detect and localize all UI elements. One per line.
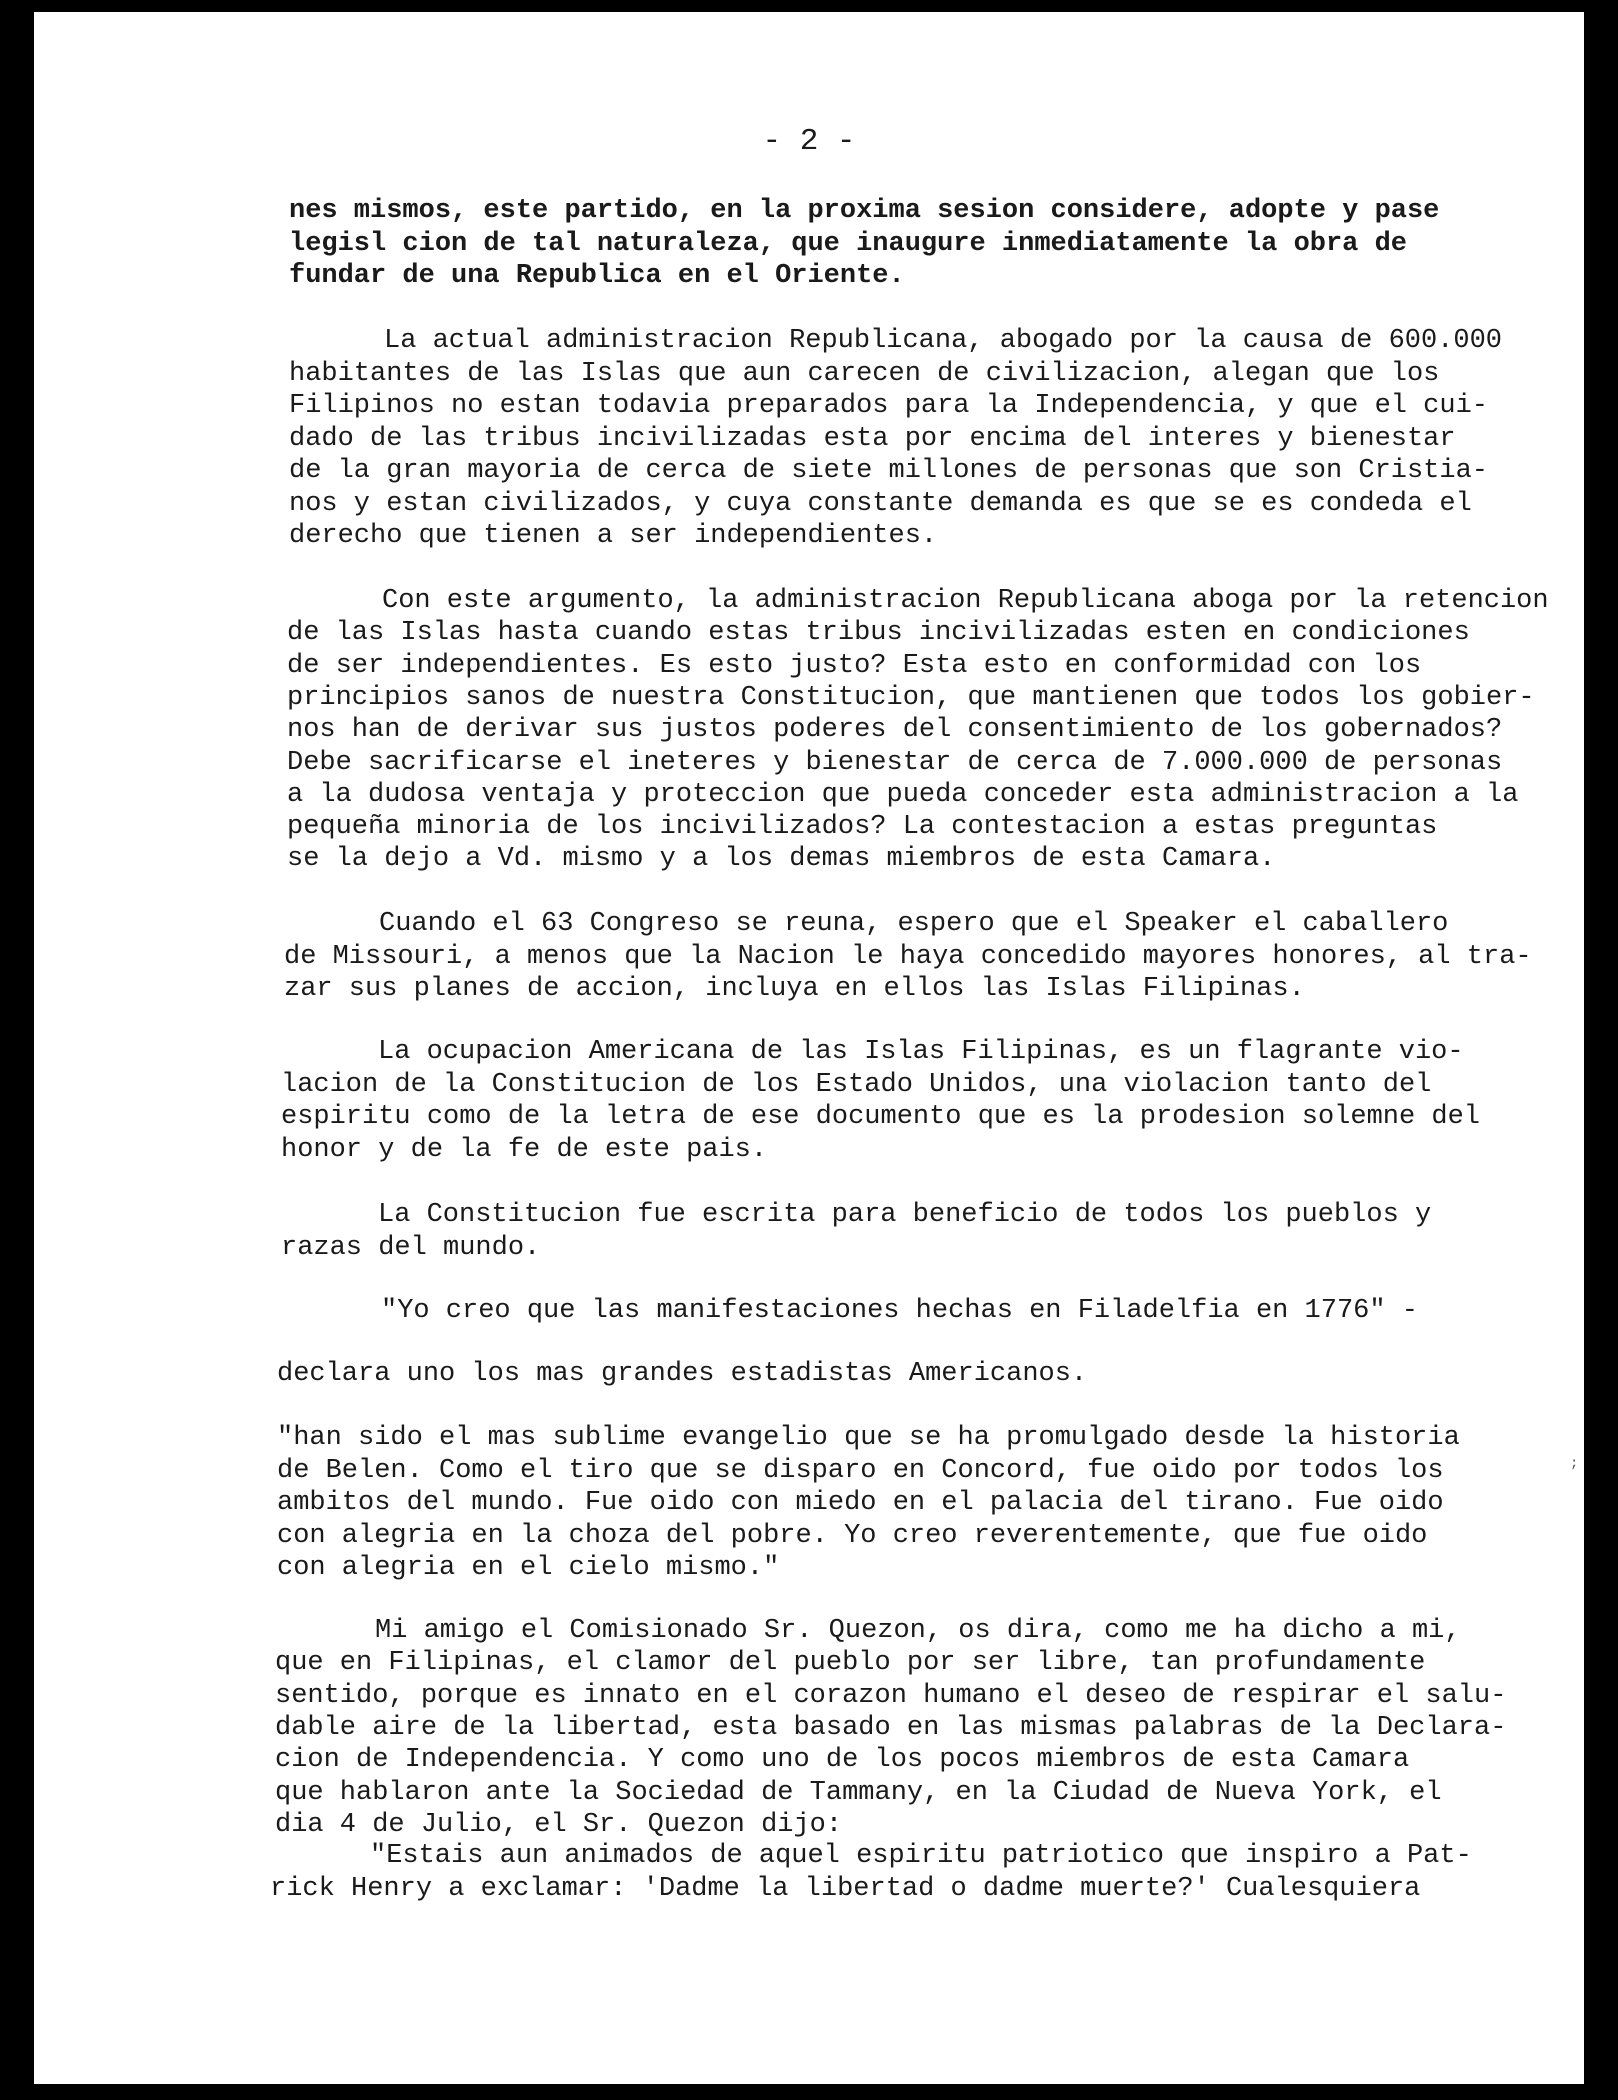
- text-line: ambitos del mundo. Fue oido con miedo en el palacia del tirano. Fue oido: [277, 1488, 1444, 1518]
- text-line: rick Henry a exclamar: 'Dadme la libertad o dadme muerte?' Cualesquiera: [270, 1873, 1421, 1904]
- text-line: de Belen. Como el tiro que se disparo en Concord, fue oido por todos los: [277, 1455, 1444, 1486]
- text-line: nes mismos, este partido, en la proxima sesion considere, adopte y pase: [289, 196, 1440, 226]
- text-line: La ocupacion Americana de las Islas Filipinas, es un flagrante vio-: [378, 1037, 1464, 1067]
- text-line: lacion de la Constitucion de los Estado Unidos, una violacion tanto del: [281, 1069, 1432, 1100]
- text-line: con alegria en el cielo mismo.": [277, 1553, 780, 1583]
- text-line: legisl cion de tal naturaleza, que inaugure inmediatamente la obra de: [289, 228, 1407, 259]
- text-line: dia 4 de Julio, el Sr. Quezon dijo:: [275, 1809, 843, 1840]
- text-line: "Yo creo que las manifestaciones hechas en Filadelfia en 1776" -: [381, 1296, 1418, 1326]
- text-line: que hablaron ante la Sociedad de Tammany, en la Ciudad de Nueva York, el: [275, 1777, 1442, 1808]
- text-line: "han sido el mas sublime evangelio que se ha promulgado desde la historia: [277, 1423, 1460, 1453]
- text-line: de Missouri, a menos que la Nacion le haya concedido mayores honores, al tra-: [284, 941, 1532, 972]
- text-line: principios sanos de nuestra Constitucion, que mantienen que todos los gobier-: [287, 682, 1535, 713]
- text-line: que en Filipinas, el clamor del pueblo por ser libre, tan profundamente: [275, 1648, 1426, 1679]
- text-line: zar sus planes de accion, incluya en ellos las Islas Filipinas.: [284, 974, 1305, 1004]
- text-line: "Estais aun animados de aquel espiritu patriotico que inspiro a Pat-: [370, 1841, 1472, 1871]
- text-line: de ser independientes. Es esto justo? Esta esto en conformidad con los: [287, 650, 1422, 681]
- text-line: espiritu como de la letra de ese documento que es la prodesion solemne del: [281, 1102, 1480, 1132]
- text-line: pequeña minoria de los incivilizados? La contestacion a estas preguntas: [287, 812, 1438, 843]
- text-line: fundar de una Republica en el Oriente.: [289, 261, 905, 291]
- margin-mark: ;: [1570, 1456, 1579, 1472]
- text-line: dable aire de la libertad, esta basado en las mismas palabras de la Declara-: [275, 1712, 1507, 1743]
- text-line: nos y estan civilizados, y cuya constante demanda es que se es condeda el: [289, 488, 1472, 519]
- text-line: cion de Independencia. Y como uno de los pocos miembros de esta Camara: [275, 1745, 1410, 1776]
- text-line: Mi amigo el Comisionado Sr. Quezon, os dira, como me ha dicho a mi,: [375, 1616, 1461, 1646]
- text-line: declara uno los mas grandes estadistas Americanos.: [277, 1359, 1088, 1389]
- text-line: Con este argumento, la administracion Republicana aboga por la retencion: [382, 586, 1549, 616]
- text-line: habitantes de las Islas que aun carecen de civilizacion, alegan que los: [289, 358, 1440, 389]
- text-line: a la dudosa ventaja y proteccion que pueda conceder esta administracion a la: [287, 779, 1519, 810]
- text-line: nos han de derivar sus justos poderes del consentimiento de los gobernados?: [287, 715, 1503, 746]
- text-line: La Constitucion fue escrita para beneficio de todos los pueblos y: [378, 1200, 1432, 1230]
- text-line: derecho que tienen a ser independientes.: [289, 521, 938, 551]
- page-number: - 2 -: [762, 124, 856, 159]
- text-line: se la dejo a Vd. mismo y a los demas miembros de esta Camara.: [287, 844, 1276, 875]
- text-line: de las Islas hasta cuando estas tribus incivilizadas esten en condiciones: [287, 618, 1470, 649]
- text-line: sentido, porque es innato en el corazon humano el deseo de respirar el salu-: [275, 1680, 1507, 1711]
- text-line: dado de las tribus incivilizadas esta por encima del interes y bienestar: [289, 423, 1456, 454]
- text-line: Debe sacrificarse el ineteres y bienestar de cerca de 7.000.000 de personas: [287, 747, 1503, 778]
- text-line: con alegria en la choza del pobre. Yo creo reverentemente, que fue oido: [277, 1520, 1428, 1551]
- text-line: honor y de la fe de este pais.: [281, 1134, 768, 1165]
- text-line: de la gran mayoria de cerca de siete millones de personas que son Cristia-: [289, 456, 1488, 486]
- text-line: Cuando el 63 Congreso se reuna, espero que el Speaker el caballero: [379, 909, 1449, 939]
- document-page: [34, 12, 1584, 2084]
- text-line: Filipinos no estan todavia preparados para la Independencia, y que el cui-: [289, 391, 1488, 421]
- text-line: razas del mundo.: [281, 1232, 541, 1263]
- text-line: La actual administracion Republicana, abogado por la causa de 600.000: [384, 326, 1502, 356]
